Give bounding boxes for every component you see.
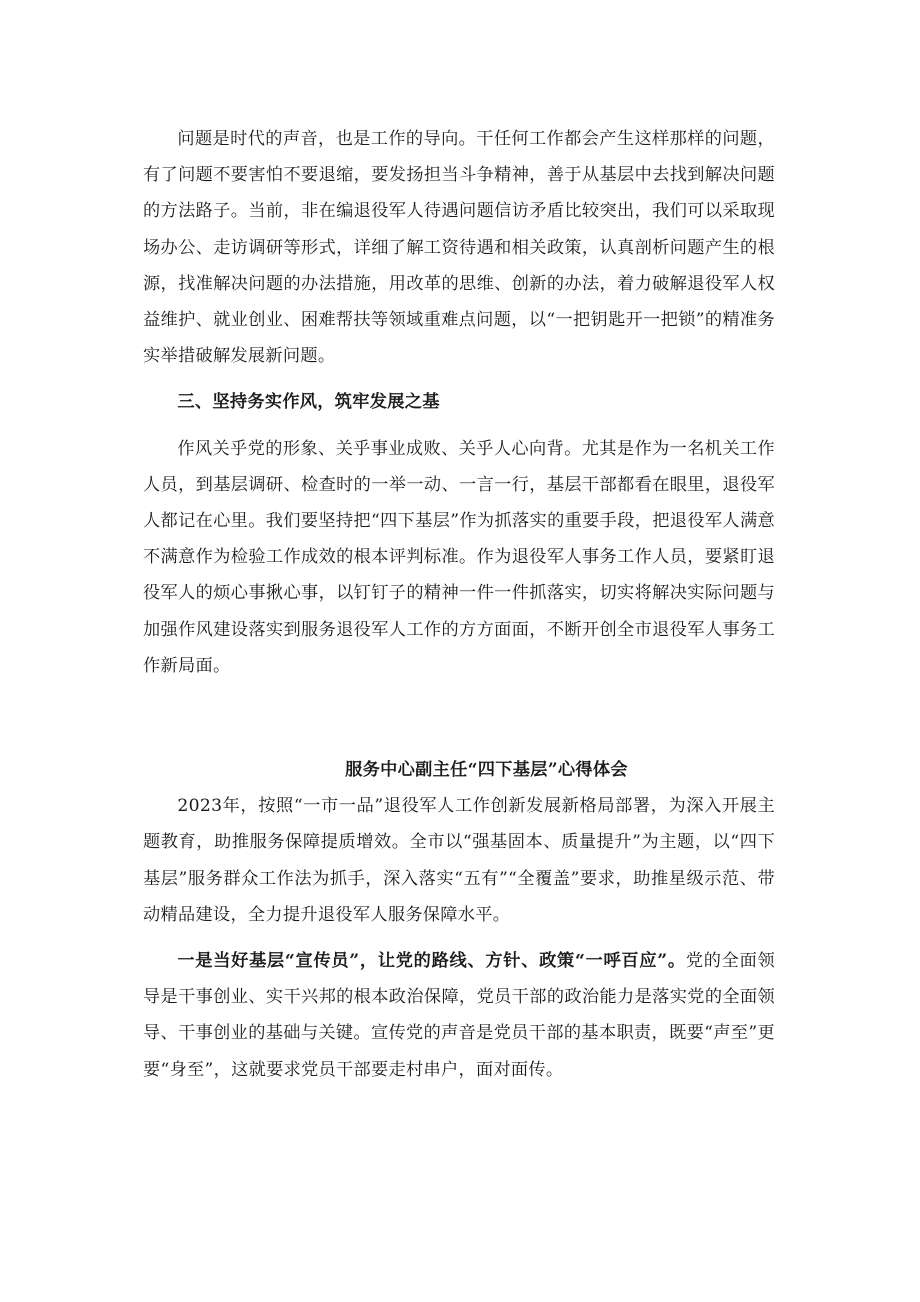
paragraph-lead-bold: 一是当好基层“宣传员”，让党的路线、方针、政策“一呼百应”。 xyxy=(177,951,686,972)
article-title: 服务中心副主任“四下基层”心得体会 xyxy=(345,760,628,781)
paragraph-propagandist xyxy=(143,943,775,1088)
paragraph-work-style: 作风关乎党的形象、关乎事业成败、关乎人心向背。尤其是作为一名机关工作人员，到基层调研、检查时的一举一动、一言一行，基层干部都看在眼里，退役军人都记在心里。我们要坚持把“四下基层”作为抓落实的重要手段，把退役军人满意不满意作为检验工作成效的根本评判标准。作为退役军人事务工作人员，要紧盯退役军人的烦心事揪心事，以钉钉子的精神一件一件抓落实，切实将解决实际问题与加强作风建设落实到服务退役军人工作的方方面面，不断开创全市退役军人事务工作新局面。 xyxy=(143,438,775,676)
document-body xyxy=(143,121,775,1088)
paragraph-intro-2023: 2023年，按照“一市一品”退役军人工作创新发展新格局部署，为深入开展主题教育，助推服务保障提质增效。全市以“强基固本、质量提升”为主题，以“四下基层”服务群众工作法为抓手，深入落实“五有”“全覆盖”要求，助推星级示范、带动精品建设，全力提升退役军人服务保障水平。 xyxy=(143,796,775,925)
paragraph-body-text: 党的全面领导是干事创业、实干兴邦的根本政治保障，党员干部的政治能力是落实党的全面领导、干事创业的基础与关键。宣传党的声音是党员干部的基本职责，既要“声至”更要“身至”，这就要求党员干部要走村串户，面对面传。 xyxy=(143,951,775,1080)
paragraph-problems: 问题是时代的声音，也是工作的导向。干任何工作都会产生这样那样的问题，有了问题不要害怕不要退缩，要发扬担当斗争精神，善于从基层中去找到解决问题的方法路子。当前，非在编退役军人待遇问题信访矛盾比较突出，我们可以采取现场办公、走访调研等形式，详细了解工资待遇和相关政策，认真剖析问题产生的根源，找准解决问题的办法措施，用改革的思维、创新的办法，着力破解退役军人权益维护、就业创业、困难帮扶等领域重难点问题，以“一把钥匙开一把锁”的精准务实举措破解发展新问题。 xyxy=(143,129,775,367)
section-heading: 三、坚持务实作风，筑牢发展之基 xyxy=(177,392,440,413)
